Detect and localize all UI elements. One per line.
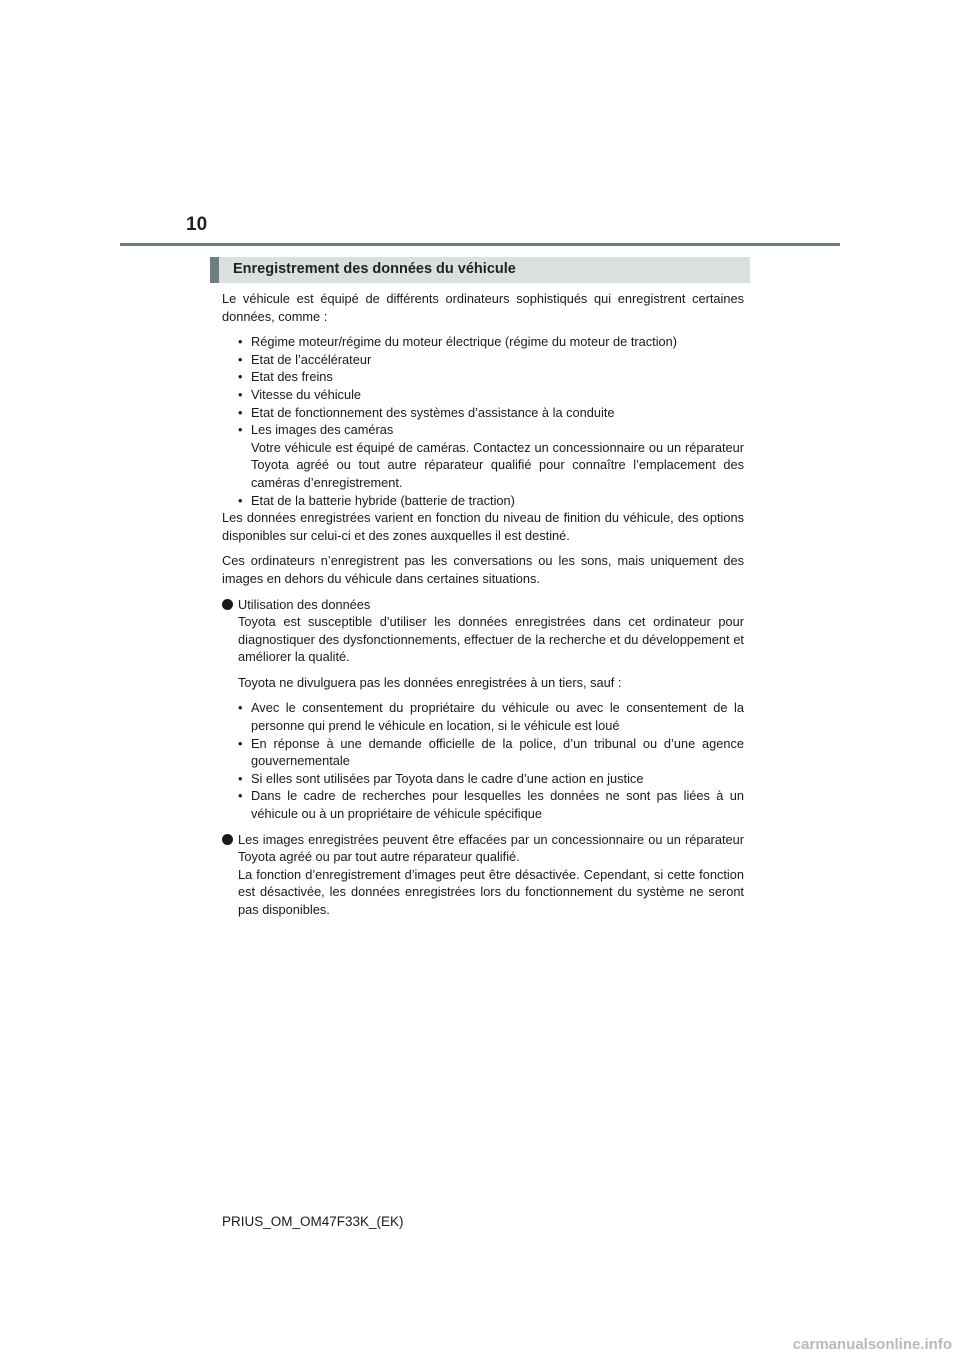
list-item: • Dans le cadre de recherches pour lesquelles les données ne sont pas liées à un véhicule ou à un propriétaire de véhicule spécifique — [238, 787, 744, 822]
list-item: • Si elles sont utilisées par Toyota dans le cadre d’une action en justice — [238, 770, 744, 788]
section-title: Enregistrement des données du véhicule — [233, 261, 516, 277]
section-header — [210, 257, 750, 283]
camera-note: Votre véhicule est équipé de caméras. Contactez un concessionnaire ou un réparateur Toyota agréé ou tout autre réparateur qualifié pour connaître l’emplacement des caméras d’enregistrement. — [251, 439, 744, 490]
intro-paragraph: Le véhicule est équipé de différents ordinateurs sophistiqués qui enregistrent certaines données, comme : — [222, 291, 744, 324]
list-item: • Etat des freins — [238, 368, 744, 386]
usage-heading: Utilisation des données — [238, 596, 371, 612]
watermark: carmanualsonline.info — [792, 1336, 952, 1353]
header-rule — [120, 243, 840, 246]
list-item: • Avec le consentement du propriétaire du véhicule ou avec le consentement de la personne qui prend le véhicule en location, si le véhicule est loué — [238, 699, 744, 734]
exceptions-list — [238, 699, 744, 822]
no-audio-paragraph: Ces ordinateurs n’enregistrent pas les conversations ou les sons, mais uniquement des images en dehors du véhicule dans certaines situations. — [222, 553, 744, 586]
list-item-label: Les images des caméras — [251, 422, 394, 438]
bullet-circle-icon — [222, 834, 233, 845]
usage-section — [222, 596, 744, 823]
erase-body: La fonction d’enregistrement d’images peut être désactivée. Cependant, si cette fonction est désactivée, les données enregistrées lors du fonctionnement du système ne seront pas disponibles. — [238, 866, 744, 917]
list-item: • Vitesse du véhicule — [238, 386, 744, 404]
disclosure-intro: Toyota ne divulguera pas les données enregistrées à un tiers, sauf : — [238, 674, 622, 690]
list-item: • En réponse à une demande officielle de la police, d’un tribunal ou d’une agence gouvernementale — [238, 735, 744, 770]
list-item: • Etat de l’accélérateur — [238, 351, 744, 369]
list-item: • Etat de fonctionnement des systèmes d’assistance à la conduite — [238, 404, 744, 422]
document-code: PRIUS_OM_OM47F33K_(EK) — [222, 1214, 404, 1229]
list-item: • Régime moteur/régime du moteur électrique (régime du moteur de traction) — [238, 333, 744, 351]
variation-paragraph: Les données enregistrées varient en fonction du niveau de finition du véhicule, des options disponibles sur celui-ci et des zones auxquelles il est destiné. — [222, 510, 744, 543]
list-item — [238, 421, 744, 491]
list-item: • Etat de la batterie hybride (batterie de traction) — [238, 492, 744, 510]
usage-body: Toyota est susceptible d’utiliser les données enregistrées dans cet ordinateur pour diagnostiquer des dysfonctionnements, effectuer de la recherche et du développement et améliorer la qualité. — [238, 614, 744, 665]
page-number: 10 — [186, 214, 208, 235]
bullet-circle-icon — [222, 599, 233, 610]
erase-section — [222, 831, 744, 919]
recorded-data-list — [222, 333, 744, 509]
erase-heading: Les images enregistrées peuvent être effacées par un concessionnaire ou un réparateur Toyota agréé ou par tout autre réparateur qualifié. — [238, 831, 744, 865]
main-content — [222, 290, 744, 927]
